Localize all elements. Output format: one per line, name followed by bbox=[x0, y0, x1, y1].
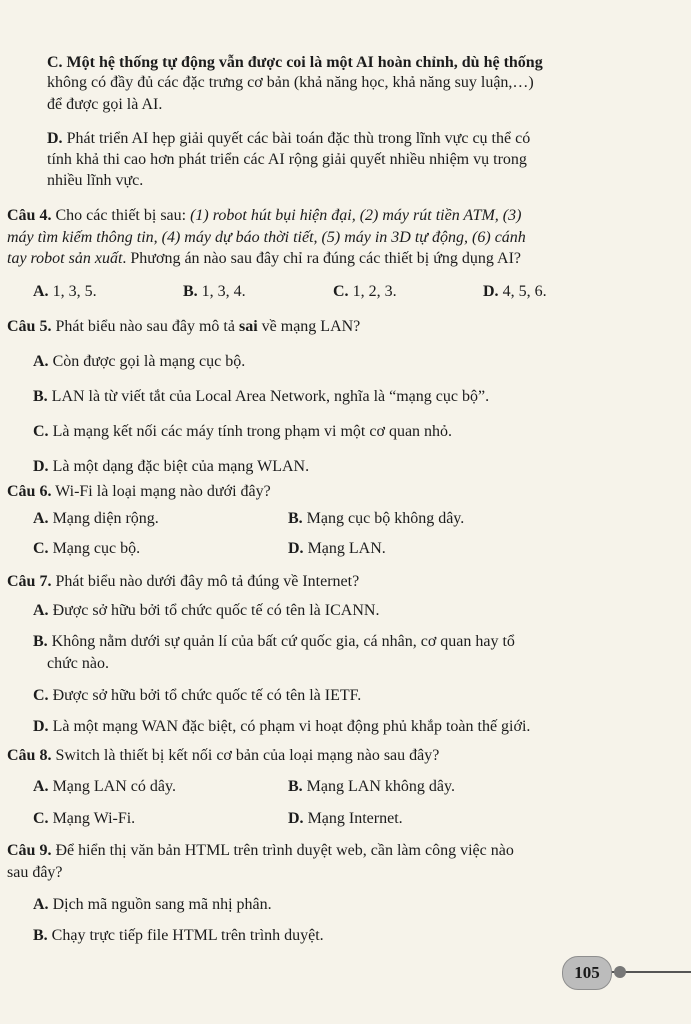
option-c-line1: C. Một hệ thống tự động vẫn được coi là một AI hoàn chỉnh, dù hệ thống bbox=[47, 54, 543, 71]
option-c-line2: không có đầy đủ các đặc trưng cơ bản (khả năng học, khả năng suy luận,…) bbox=[47, 74, 534, 91]
q6-option-a: A. Mạng diện rộng. bbox=[33, 510, 159, 527]
page-number: 105 bbox=[562, 956, 612, 990]
q4-option-a: A. 1, 3, 5. bbox=[33, 283, 97, 300]
q8-option-d: D. Mạng Internet. bbox=[288, 810, 403, 827]
q8-option-a: A. Mạng LAN có dây. bbox=[33, 778, 176, 795]
q7-option-d: D. Là một mạng WAN đặc biệt, có phạm vi hoạt động phủ khắp toàn thế giới. bbox=[33, 718, 531, 735]
q9-option-a: A. Dịch mã nguồn sang mã nhị phân. bbox=[33, 896, 272, 913]
q9-question-line1: Câu 9. Để hiển thị văn bản HTML trên trình duyệt web, cần làm công việc nào bbox=[7, 842, 514, 859]
q5-question: Câu 5. Phát biểu nào sau đây mô tả sai về mạng LAN? bbox=[7, 318, 361, 335]
q7-option-a: A. Được sở hữu bởi tổ chức quốc tế có tên là ICANN. bbox=[33, 602, 380, 619]
option-d-line2: tính khả thi cao hơn phát triển các AI rộng giải quyết nhiều nhiệm vụ trong bbox=[47, 151, 527, 168]
page-number-badge bbox=[562, 952, 691, 992]
option-d-line3: nhiều lĩnh vực. bbox=[47, 172, 144, 189]
q5-option-d: D. Là một dạng đặc biệt của mạng WLAN. bbox=[33, 458, 310, 475]
option-d-line1: D. Phát triển AI hẹp giải quyết các bài toán đặc thù trong lĩnh vực cụ thể có bbox=[47, 130, 531, 147]
page-number-dot bbox=[614, 966, 626, 978]
q8-question: Câu 8. Switch là thiết bị kết nối cơ bản của loại mạng nào sau đây? bbox=[7, 747, 440, 764]
q4-label: Câu 4. bbox=[7, 207, 52, 224]
option-c-line3: để được gọi là AI. bbox=[47, 96, 163, 113]
q8-option-c: C. Mạng Wi-Fi. bbox=[33, 810, 136, 827]
q4-option-c: C. 1, 2, 3. bbox=[333, 283, 397, 300]
q7-question: Câu 7. Phát biểu nào dưới đây mô tả đúng về Internet? bbox=[7, 573, 360, 590]
q4-line3: tay robot sản xuất. Phương án nào sau đây chỉ ra đúng các thiết bị ứng dụng AI? bbox=[7, 250, 522, 267]
q7-option-b-line1: B. Không nằm dưới sự quản lí của bất cứ quốc gia, cá nhân, cơ quan hay tổ bbox=[33, 633, 515, 650]
q9-option-b: B. Chạy trực tiếp file HTML trên trình duyệt. bbox=[33, 927, 324, 944]
q6-question: Câu 6. Wi-Fi là loại mạng nào dưới đây? bbox=[7, 483, 271, 500]
q5-option-b: B. LAN là từ viết tắt của Local Area Network, nghĩa là “mạng cục bộ”. bbox=[33, 388, 490, 405]
q4-line2: máy tìm kiếm thông tin, (4) máy dự báo thời tiết, (5) máy in 3D tự động, (6) cánh bbox=[7, 229, 526, 246]
q5-option-a: A. Còn được gọi là mạng cục bộ. bbox=[33, 353, 246, 370]
q8-option-b: B. Mạng LAN không dây. bbox=[288, 778, 455, 795]
q4-line1: Câu 4. Cho các thiết bị sau: (1) robot hút bụi hiện đại, (2) máy rút tiền ATM, (3) bbox=[7, 207, 522, 224]
q7-option-b-line2: chức nào. bbox=[47, 655, 109, 672]
q9-question-line2: sau đây? bbox=[7, 864, 63, 881]
q4-option-b: B. 1, 3, 4. bbox=[183, 283, 246, 300]
q6-option-d: D. Mạng LAN. bbox=[288, 540, 386, 557]
q4-option-d: D. 4, 5, 6. bbox=[483, 283, 547, 300]
q5-option-c: C. Là mạng kết nối các máy tính trong phạm vi một cơ quan nhỏ. bbox=[33, 423, 453, 440]
q6-option-b: B. Mạng cục bộ không dây. bbox=[288, 510, 465, 527]
q6-option-c: C. Mạng cục bộ. bbox=[33, 540, 141, 557]
q7-option-c: C. Được sở hữu bởi tổ chức quốc tế có tên là IETF. bbox=[33, 687, 362, 704]
